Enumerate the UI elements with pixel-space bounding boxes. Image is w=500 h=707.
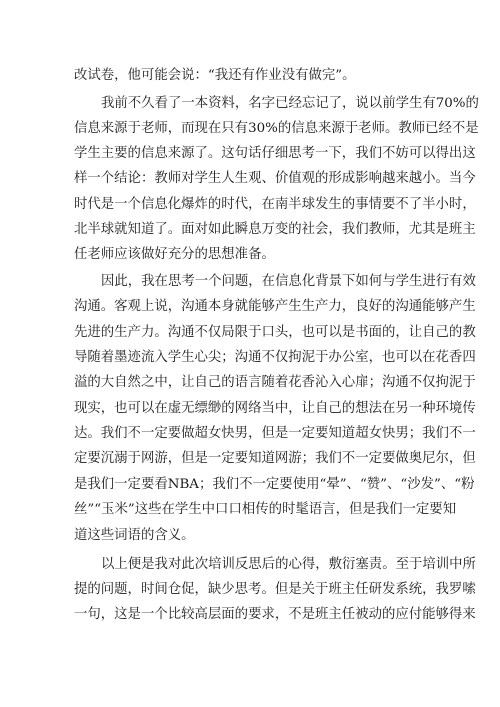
text-line: 先进的生产力。沟通不仅局限于口头，也可以是书面的，让自己的教 xyxy=(74,325,476,340)
text-line: 因此，我在思考一个问题，在信息化背景下如何与学生进行有效 xyxy=(101,274,476,289)
text-line: 溢的大自然之中，让自己的语言随着花香沁入心扉；沟通不仅拘泥于 xyxy=(74,375,476,390)
text-line: 任老师应该做好充分的思想准备。 xyxy=(74,247,275,262)
text-line: 信息来源于老师，而现在只有30%的信息来源于老师。教师已经不是 xyxy=(74,121,479,136)
text-line: 导随着墨迹流入学生心尖；沟通不仅拘泥于办公室，也可以在花香四 xyxy=(74,350,476,365)
text-line: 达。我们不一定要做超女快男，但是一定要知道超女快男；我们不一 xyxy=(74,426,476,441)
text-line: 样一个结论：教师对学生人生观、价值观的形成影响越来越小。当今 xyxy=(74,171,476,186)
text-line: 定要沉溺于网游，但是一定要知道网游；我们不一定要做奥尼尔，但 xyxy=(74,451,476,466)
text-line: 现实，也可以在虚无缥缈的网络当中，让自己的想法在另一种环境传 xyxy=(74,401,476,416)
text-line: 丝”“玉米”这些在学生中口口相传的时髦语言，但是我们一定要知 xyxy=(74,502,457,517)
text-line: 沟通。客观上说，沟通本身就能够产生生产力，良好的沟通能够产生 xyxy=(74,299,476,314)
text-line: 我前不久看了一本资料，名字已经忘记了，说以前学生有70%的 xyxy=(101,96,479,111)
text-line: 道这些词语的含义。 xyxy=(74,528,195,543)
text-line: 改试卷，他可能会说：“我还有作业没有做完”。 xyxy=(74,68,356,83)
text-line: 是我们一定要看NBA；我们不一定要使用“晕”、“赞”、“沙发”、“粉 xyxy=(74,477,475,492)
text-line: 一句，这是一个比较高层面的要求，不是班主任被动的应付能够得来 xyxy=(74,607,476,622)
text-line: 北半球就知道了。面对如此瞬息万变的社会，我们教师，尤其是班主 xyxy=(74,222,476,237)
text-line: 以上便是我对此次培训反思后的心得，敷衍塞责。至于培训中所 xyxy=(101,557,476,572)
text-line: 学生主要的信息来源了。这句话仔细思考一下，我们不妨可以得出这 xyxy=(74,146,476,161)
text-line: 提的问题，时间仓促，缺少思考。但是关于班主任研发系统，我罗嗦 xyxy=(74,582,476,597)
text-line: 时代是一个信息化爆炸的时代，在南半球发生的事情要不了半小时， xyxy=(74,197,476,212)
